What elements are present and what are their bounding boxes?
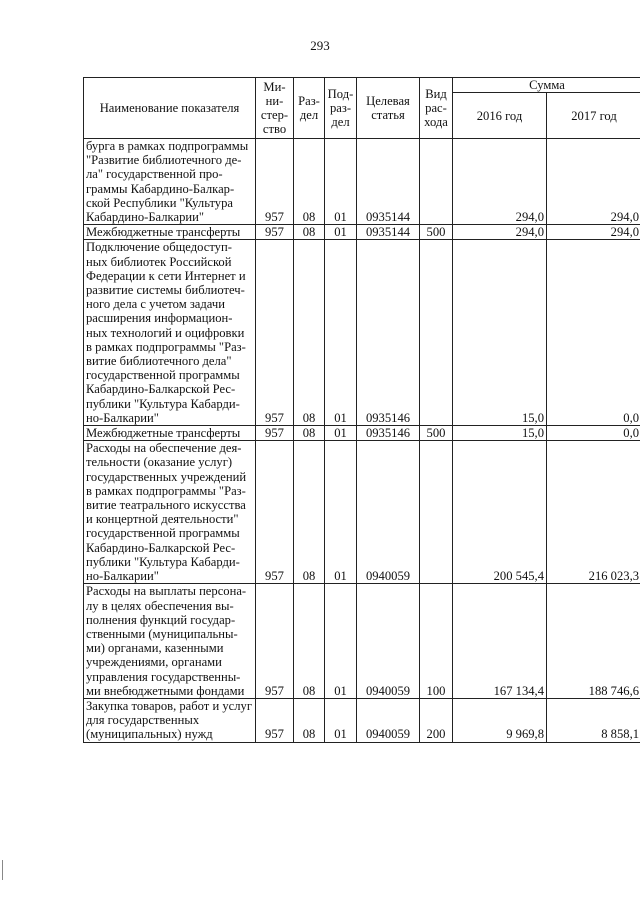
row-amount-2016: 200 545,4 — [453, 441, 547, 584]
row-amount-2016: 167 134,4 — [453, 584, 547, 699]
row-target: 0940059 — [357, 441, 420, 584]
table-row — [84, 139, 640, 225]
row-expense-type — [420, 240, 453, 426]
row-amount-2017: 294,0 — [547, 225, 640, 240]
row-amount-2016: 294,0 — [453, 139, 547, 225]
row-amount-2017: 0,0 — [547, 240, 640, 426]
header-year-2016: 2016 год — [453, 93, 547, 139]
budget-table — [83, 77, 640, 743]
table-header — [84, 78, 640, 139]
row-amount-2016: 294,0 — [453, 225, 547, 240]
row-section: 08 — [294, 225, 325, 240]
row-subsection: 01 — [325, 584, 357, 699]
table-row — [84, 584, 640, 699]
table-row — [84, 441, 640, 584]
row-ministry: 957 — [256, 441, 294, 584]
table-body — [84, 139, 640, 743]
row-ministry: 957 — [256, 426, 294, 441]
row-section: 08 — [294, 240, 325, 426]
row-expense-type — [420, 139, 453, 225]
row-expense-type: 100 — [420, 584, 453, 699]
row-subsection: 01 — [325, 441, 357, 584]
row-name: Межбюджетные трансферты — [84, 225, 256, 240]
row-expense-type: 200 — [420, 698, 453, 742]
row-section: 08 — [294, 698, 325, 742]
row-subsection: 01 — [325, 225, 357, 240]
margin-mark — [2, 860, 3, 880]
table-row — [84, 698, 640, 742]
row-subsection: 01 — [325, 139, 357, 225]
row-target: 0935146 — [357, 240, 420, 426]
row-section: 08 — [294, 584, 325, 699]
row-target: 0935144 — [357, 225, 420, 240]
header-sum: Сумма — [453, 78, 640, 93]
header-expense-type: Вид рас- хода — [420, 78, 453, 139]
row-amount-2017: 188 746,6 — [547, 584, 640, 699]
row-target: 0935146 — [357, 426, 420, 441]
row-ministry: 957 — [256, 139, 294, 225]
row-name: Расходы на выплаты персона-лу в целях обеспечения вы-полнения функций государ-ственными (муниципальны-ми) органами, казенными учреждениями, органами управления государственны-ми внебюджетными фондами — [84, 584, 256, 699]
row-name: Подключение общедоступ-ных библиотек Российской Федерации к сети Интернет и развитие системы библиотеч-ного дела с учетом задачи расширения информацион-ных технологий и оцифровки в рамках подпрограммы "Раз-витие библиотечного дела" государственной программы Кабардино-Балкарской Рес-публики "Культура Кабарди-но-Балкарии" — [84, 240, 256, 426]
row-amount-2017: 8 858,1 — [547, 698, 640, 742]
header-name: Наименование показателя — [84, 78, 256, 139]
row-section: 08 — [294, 426, 325, 441]
row-section: 08 — [294, 139, 325, 225]
header-section: Раз- дел — [294, 78, 325, 139]
table-row — [84, 426, 640, 441]
row-subsection: 01 — [325, 698, 357, 742]
row-target: 0935144 — [357, 139, 420, 225]
row-ministry: 957 — [256, 584, 294, 699]
row-expense-type: 500 — [420, 225, 453, 240]
row-expense-type — [420, 441, 453, 584]
row-amount-2017: 294,0 — [547, 139, 640, 225]
row-amount-2016: 15,0 — [453, 240, 547, 426]
table-row — [84, 240, 640, 426]
page-number: 293 — [310, 38, 330, 53]
row-section: 08 — [294, 441, 325, 584]
row-name: Расходы на обеспечение дея-тельности (оказание услуг) государственных учреждений в рамках подпрограммы "Раз-витие театрального искусства и концертной деятельности" государственной программы Кабардино-Балкарской Рес-публики "Культура Кабарди-но-Балкарии" — [84, 441, 256, 584]
row-amount-2016: 15,0 — [453, 426, 547, 441]
row-amount-2016: 9 969,8 — [453, 698, 547, 742]
row-target: 0940059 — [357, 698, 420, 742]
row-subsection: 01 — [325, 240, 357, 426]
row-name: бурга в рамках подпрограммы "Развитие библиотечного де-ла" государственной про-граммы Кабардино-Балкар-ской Республики "Культура Кабардино-Балкарии" — [84, 139, 256, 225]
row-target: 0940059 — [357, 584, 420, 699]
row-ministry: 957 — [256, 225, 294, 240]
table-row — [84, 225, 640, 240]
row-amount-2017: 0,0 — [547, 426, 640, 441]
row-subsection: 01 — [325, 426, 357, 441]
row-expense-type: 500 — [420, 426, 453, 441]
row-name: Закупка товаров, работ и услуг для государственных (муниципальных) нужд — [84, 698, 256, 742]
header-ministry: Ми- ни- стер- ство — [256, 78, 294, 139]
row-name: Межбюджетные трансферты — [84, 426, 256, 441]
row-amount-2017: 216 023,3 — [547, 441, 640, 584]
header-year-2017: 2017 год — [547, 93, 640, 139]
row-ministry: 957 — [256, 240, 294, 426]
header-target: Целевая статья — [357, 78, 420, 139]
header-subsection: Под- раз- дел — [325, 78, 357, 139]
row-ministry: 957 — [256, 698, 294, 742]
